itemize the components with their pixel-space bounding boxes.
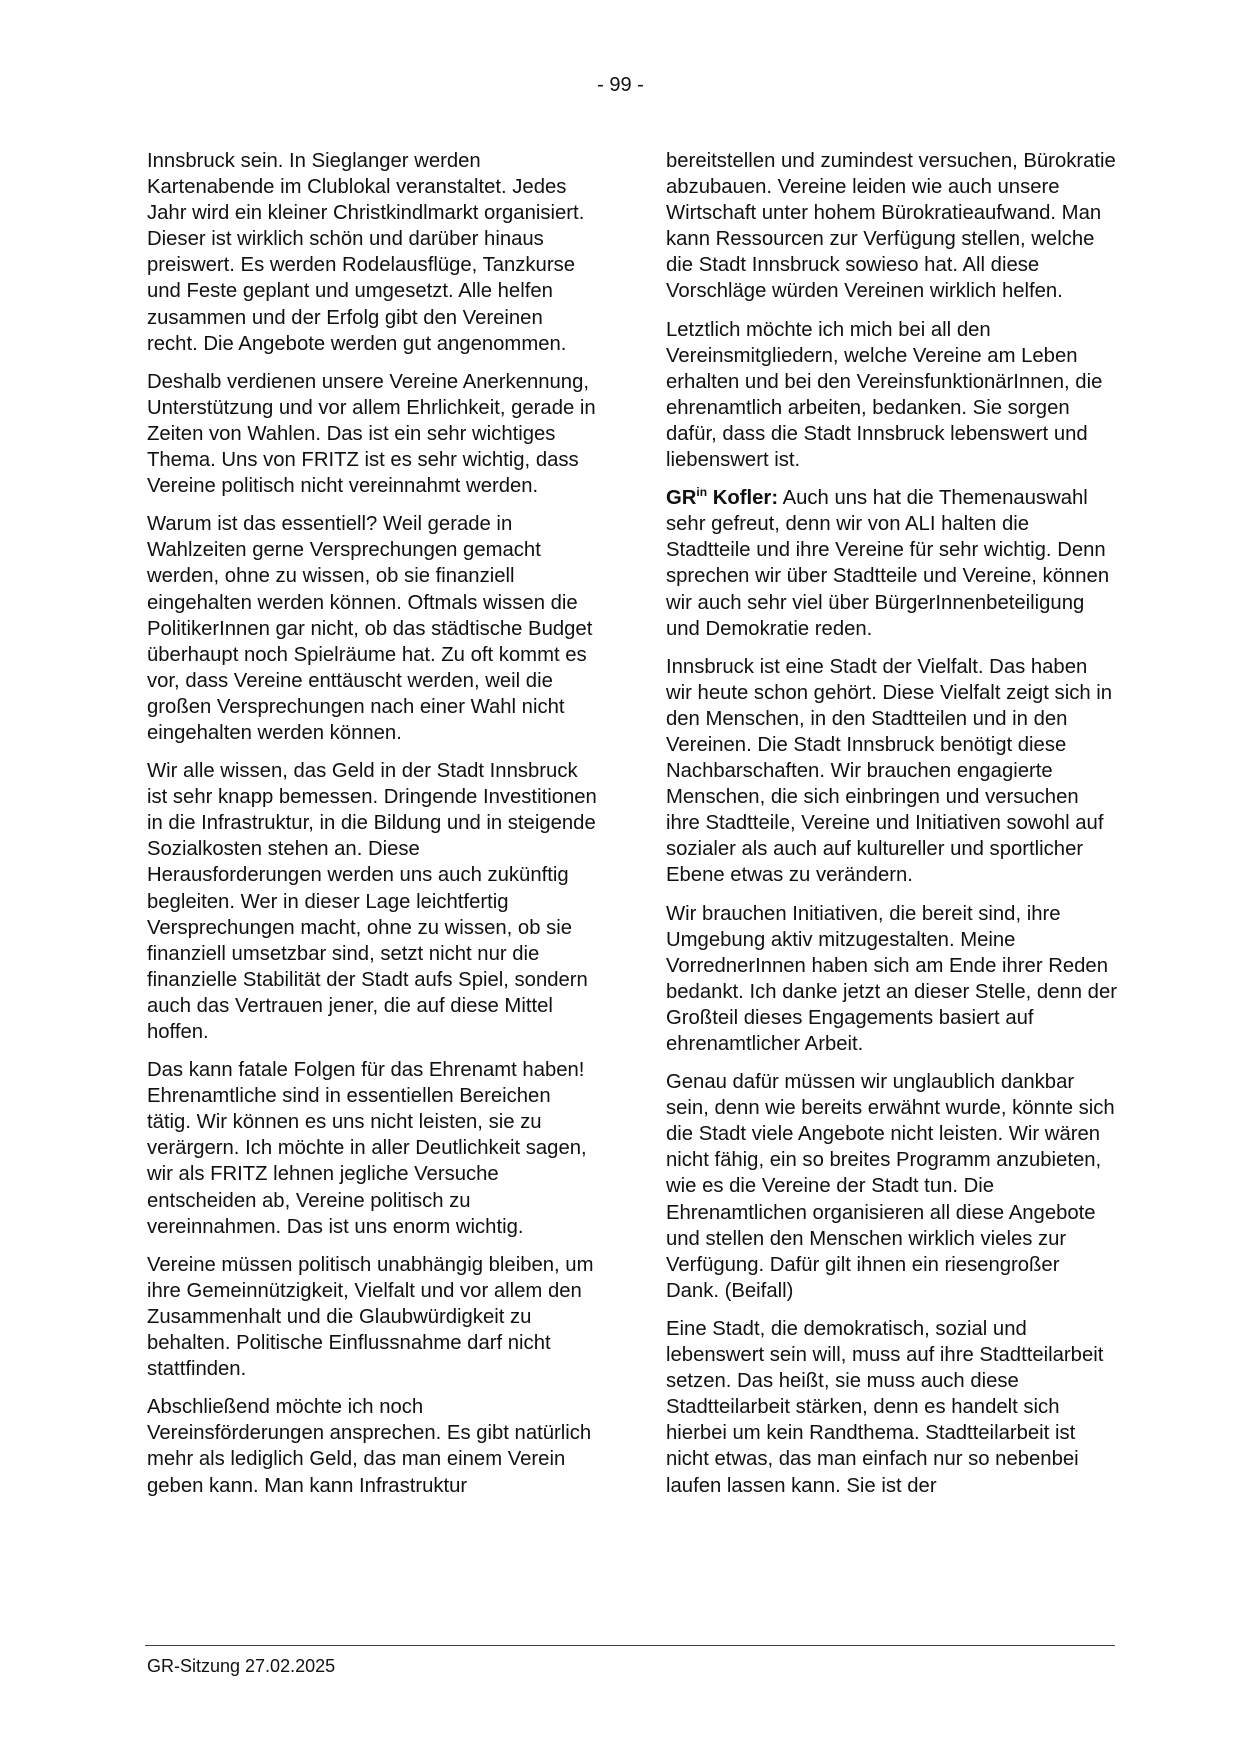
footer-session-date: GR-Sitzung 27.02.2025: [147, 1656, 336, 1676]
paragraph: Das kann fatale Folgen für das Ehrenamt haben! Ehrenamtliche sind in essentiellen Bereichen tätig. Wir können es uns nicht leisten, sie zu verärgern. Ich möchte in aller Deutlichkeit sagen, wir als FRITZ lehnen jegliche Versuche entscheiden ab, Vereine politisch zu vereinnahmen. Das ist uns enorm wichtig.: [147, 1059, 587, 1238]
paragraph: Innsbruck sein. In Sieglanger werden Kartenabende im Clublokal veranstaltet. Jedes Jahr wird ein kleiner Christkindlmarkt organisiert. Dieser ist wirklich schön und darüber hinaus preiswert. Es werden Rodelausflüge, Tanzkurse und Feste geplant und umgesetzt. Alle helfen zusammen und der Erfolg gibt den Vereinen recht. Die Angebote werden gut angenommen.: [147, 150, 585, 355]
paragraph: Abschließend möchte ich noch Vereinsförderungen ansprechen. Es gibt natürlich mehr als lediglich Geld, das man einem Verein geben kann. Man kann Infrastruktur: [147, 1396, 592, 1497]
paragraph: Warum ist das essentiell? Weil gerade in Wahlzeiten gerne Versprechungen gemacht werden, ohne zu wissen, ob sie finanziell eingehalten werden können. Oftmals wissen die PolitikerInnen gar nicht, ob das städtische Budget überhaupt noch Spielräume hat. Zu oft kommt es vor, dass Vereine enttäuscht werden, weil die großen Versprechungen nach einer Wahl nicht eingehalten werden können.: [147, 513, 593, 744]
page-number: - 99 -: [597, 74, 644, 96]
speech-text: Auch uns hat die Themenauswahl sehr gefreut, denn wir von ALI halten die Stadtteile und ihre Vereine für sehr wichtig. Denn sprechen wir über Stadtteile und Vereine, können wir auch sehr viel über BürgerInnenbeteiligung und Demokratie reden.: [666, 487, 1110, 640]
left-column: [147, 148, 599, 1511]
speaker-prefix: GR: [666, 487, 697, 510]
footer-divider: [145, 1645, 1115, 1646]
speaker-superscript: in: [696, 485, 708, 500]
paragraph: Wir alle wissen, das Geld in der Stadt Innsbruck ist sehr knapp bemessen. Dringende Investitionen in die Infrastruktur, in die Bildung und in steigende Sozialkosten stehen an. Diese Herausforderungen werden uns auch zukünftig begleiten. Wer in dieser Lage leichtfertig Versprechungen macht, ohne zu wissen, ob sie finanziell umsetzbar sind, setzt nicht nur die finanzielle Stabilität der Stadt aufs Spiel, sondern auch das Vertrauen jener, die auf diese Mittel hoffen.: [147, 760, 597, 1043]
right-column: [666, 148, 1118, 1511]
paragraph: Eine Stadt, die demokratisch, sozial und lebenswert sein will, muss auf ihre Stadtteilarbeit setzen. Das heißt, sie muss auch diese Stadtteilarbeit stärken, denn es handelt sich hierbei um kein Randthema. Stadtteilarbeit ist nicht etwas, das man einfach nur so nebenbei laufen lassen kann. Sie ist der: [666, 1317, 1104, 1497]
speaker-name: Kofler:: [707, 487, 779, 510]
speaker-label: [666, 487, 778, 509]
paragraph: Deshalb verdienen unsere Vereine Anerkennung, Unterstützung und vor allem Ehrlichkeit, gerade in Zeiten von Wahlen. Das ist ein sehr wichtiges Thema. Uns von FRITZ ist es sehr wichtig, dass Vereine politisch nicht vereinnahmt werden.: [147, 370, 596, 498]
paragraph: Vereine müssen politisch unabhängig bleiben, um ihre Gemeinnützigkeit, Vielfalt und vor allem den Zusammenhalt und die Glaubwürdigkeit zu behalten. Politische Einflussnahme darf nicht stattfinden.: [147, 1253, 594, 1381]
paragraph: bereitstellen und zumindest versuchen, Bürokratie abzubauen. Vereine leiden wie auch unsere Wirtschaft unter hohem Bürokratieaufwand. Man kann Ressourcen zur Verfügung stellen, welche die Stadt Innsbruck sowieso hat. All diese Vorschläge würden Vereinen wirklich helfen.: [666, 150, 1116, 303]
paragraph: Innsbruck ist eine Stadt der Vielfalt. Das haben wir heute schon gehört. Diese Vielfalt zeigt sich in den Menschen, in den Stadtteilen und in den Vereinen. Die Stadt Innsbruck benötigt diese Nachbarschaften. Wir brauchen engagierte Menschen, die sich einbringen und versuchen ihre Stadtteile, Vereine und Initiativen sowohl auf sozialer als auch auf kultureller und sportlicher Ebene etwas zu verändern.: [666, 655, 1113, 887]
paragraph: Genau dafür müssen wir unglaublich dankbar sein, denn wie bereits erwähnt wurde, könnte sich die Stadt viele Angebote nicht leisten. Wir wären nicht fähig, ein so breites Programm anzubieten, wie es die Vereine der Stadt tun. Die Ehrenamtlichen organisieren all diese Angebote und stellen den Menschen wirklich vieles zur Verfügung. Dafür gilt ihnen ein riesengroßer Dank. (Beifall): [666, 1071, 1115, 1302]
paragraph: Letztlich möchte ich mich bei all den Vereinsmitgliedern, welche Vereine am Leben erhalten und bei den VereinsfunktionärInnen, die ehrenamtlich arbeiten, bedanken. Sie sorgen dafür, dass die Stadt Innsbruck lebenswert und liebenswert ist.: [666, 318, 1103, 472]
speaker-paragraph: [666, 485, 1118, 642]
paragraph: Wir brauchen Initiativen, die bereit sind, ihre Umgebung aktiv mitzugestalten. Meine VorrednerInnen haben sich am Ende ihrer Reden bedankt. Ich danke jetzt an dieser Stelle, denn der Großteil dieses Engagements basiert auf ehrenamtlicher Arbeit.: [666, 902, 1117, 1055]
